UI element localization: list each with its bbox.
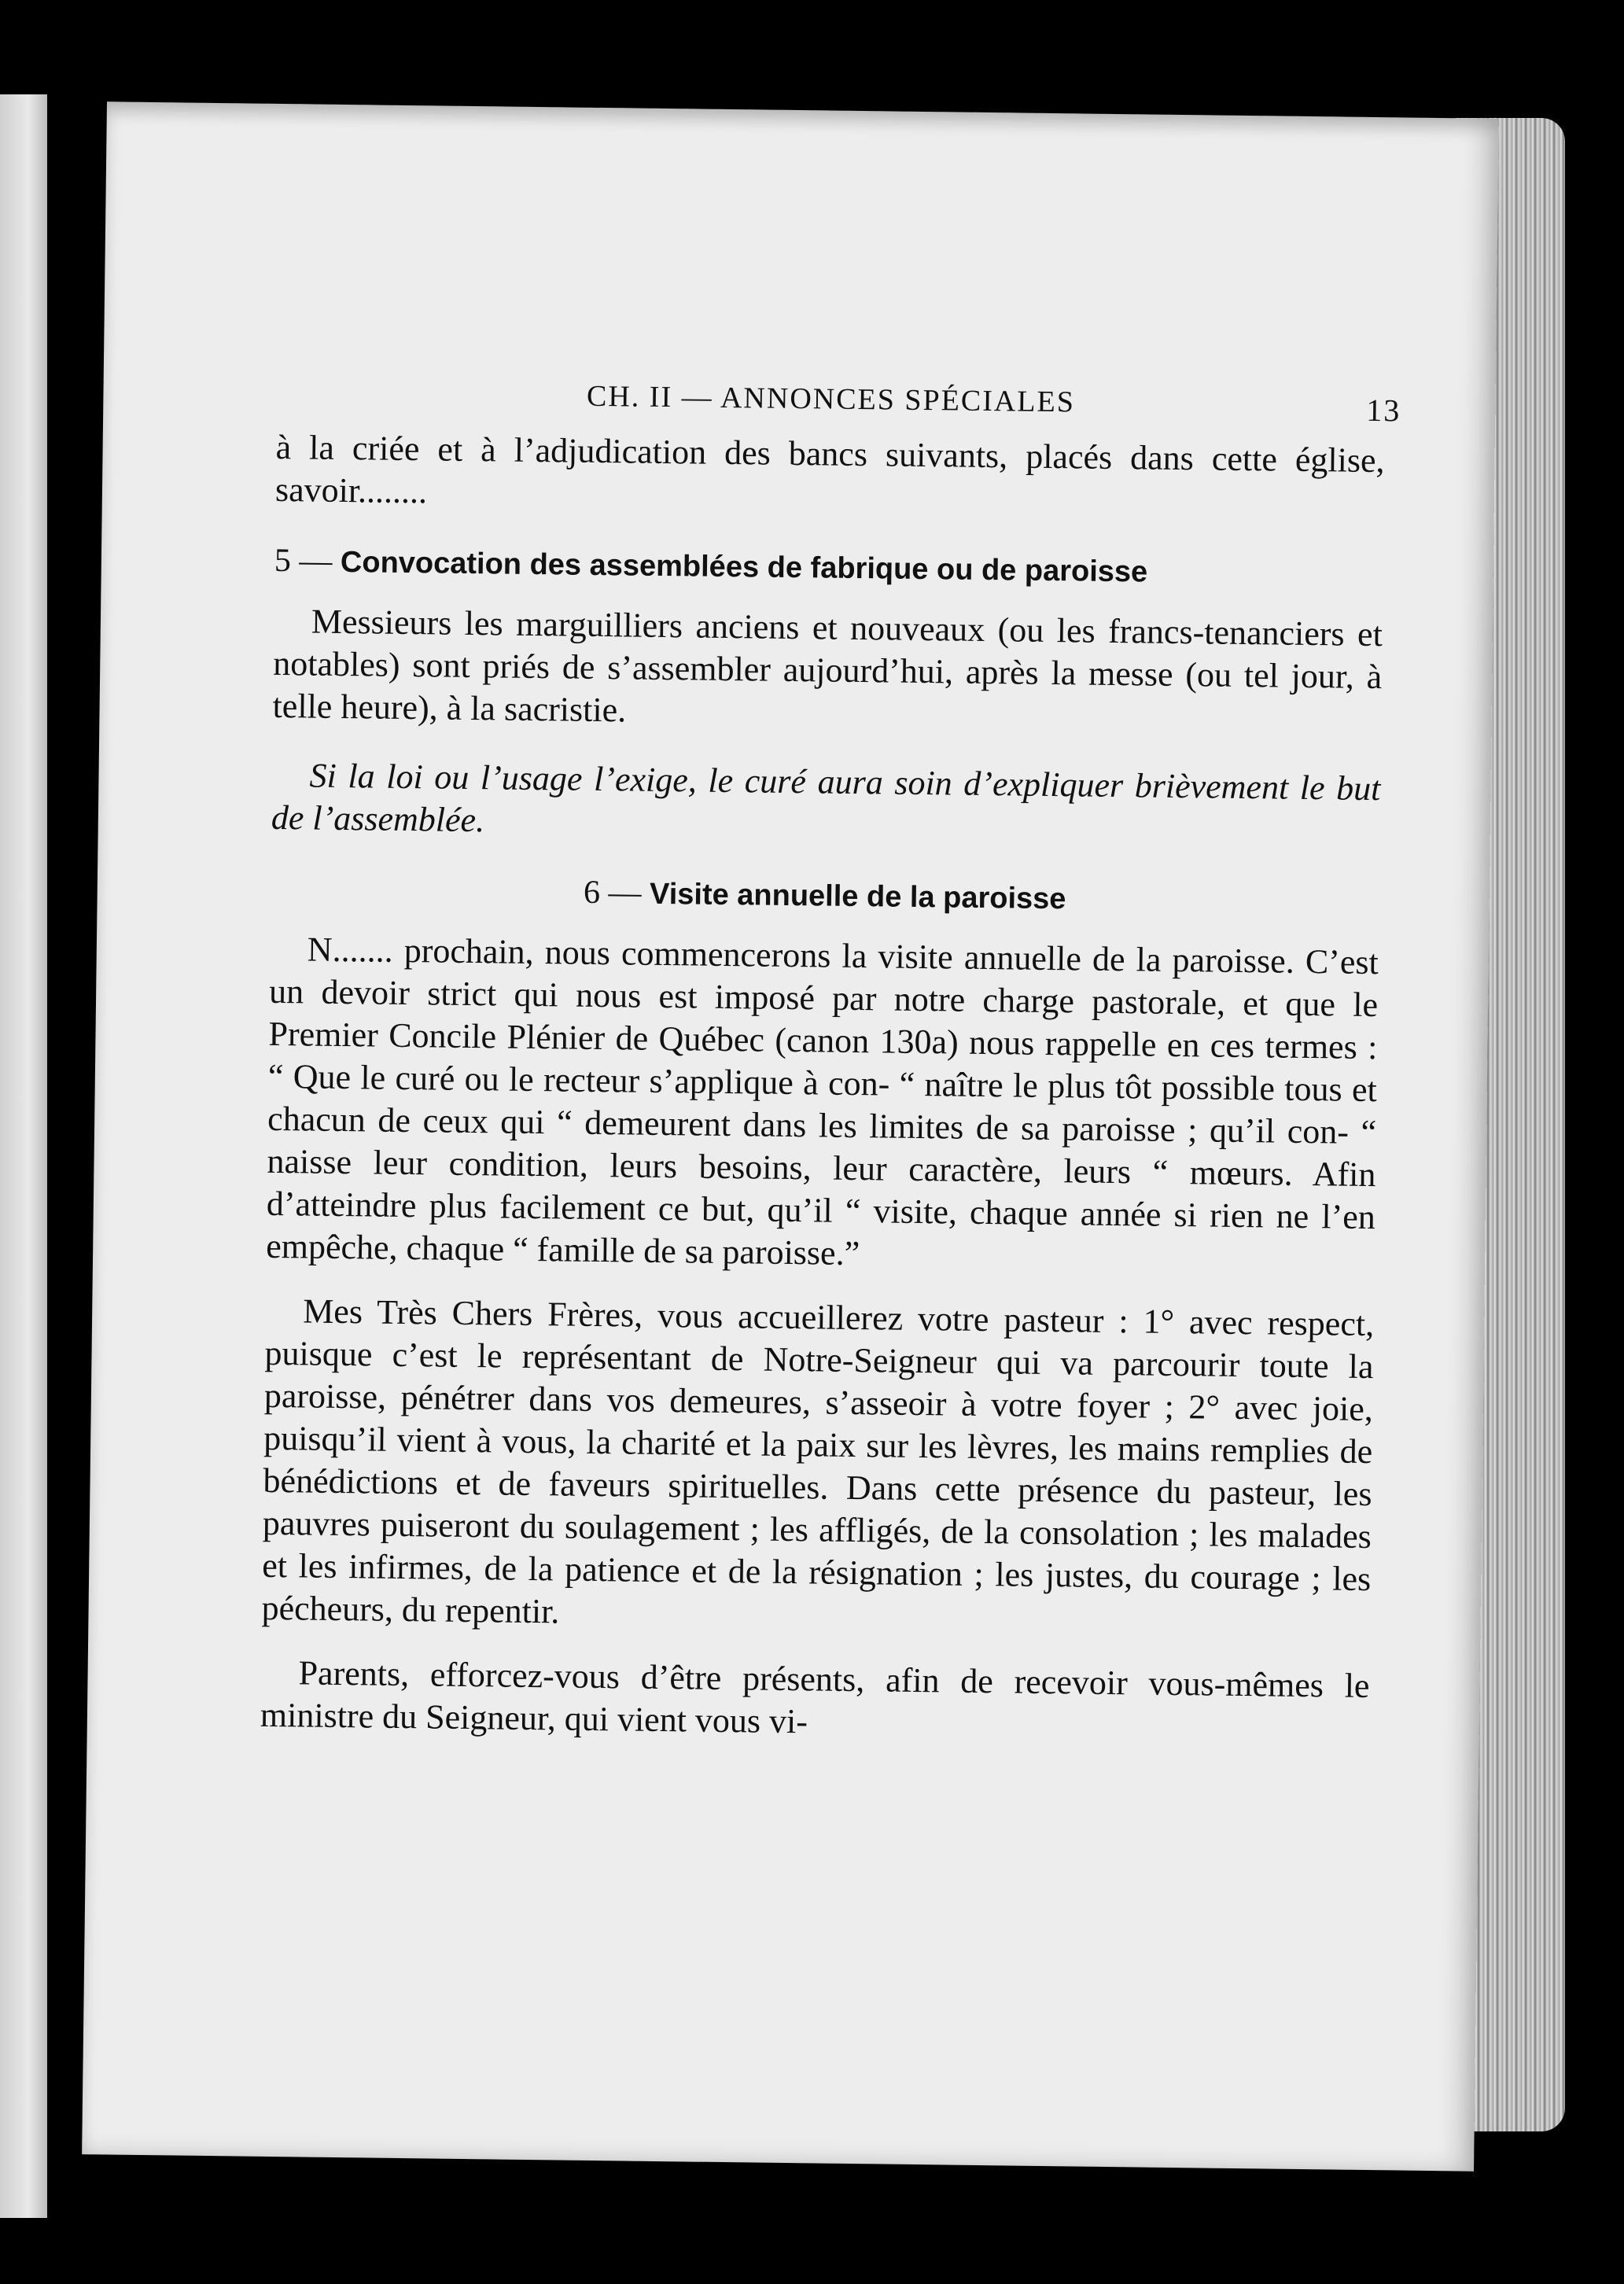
facing-page-edge [0,94,47,2218]
continuation-paragraph: à la criée et à l’adjudication des bancs suivants, placés dans cette église, savoir........ [274,427,1385,511]
page-text-block [260,371,1401,1750]
section-6-paragraph-1: N....... prochain, nous commencerons la visite annuelle de la paroisse. C’est un devoir strict qui nous est imposé par notre charge pastorale, et que le Premier Concile Plénier de Québec (canon 130a) nous rappelle en ces termes : “ Que le curé ou le recteur s’applique à con- “ naître le plus tôt possible tous et chacun de ceux qui “ demeurent dans les limites de sa paroisse ; qu’il con- “ naisse leur condition, leurs besoins, leur caractère, leurs “ mœurs. Afin d’atteindre plus facilement ce but, qu’il “ visite, chaque année si rien ne l’en empêche, chaque “ famille de sa paroisse.” [265,930,1379,1273]
section-6-paragraph-2: Mes Très Chers Frères, vous accueillerez votre pasteur : 1° avec respect, puisque c’est le représentant de Notre-Seigneur qui va parcourir toute la paroisse, pénétrer dans vos demeures, s’asseoir à votre foyer ; 2° avec joie, puisqu’il vient à vous, la charité et la paix sur les lèvres, les mains remplies de bénédictions et de faveurs spirituelles. Dans cette présence du pasteur, les pauvres puiseront du soulagement ; les affligés, de la consolation ; les malades et les infirmes, de la patience et de la résignation ; les justes, du courage ; les pécheurs, du repentir. [261,1291,1375,1631]
running-title: CH. II — ANNONCES SPÉCIALES [586,379,1076,419]
section-6-title: Visite annuelle de la paroisse [649,877,1066,916]
section-5-paragraph: Messieurs les marguilliers anciens et nouveaux (ou les francs-tenanciers et notables) sont priés de s’assembler aujourd’hui, après la messe (ou tel jour, à telle heure), à la sacristie. [272,602,1383,730]
section-5-note: Si la loi ou l’usage l’exige, le curé aura soin d’expliquer brièvement le but de l’assemblée. [271,756,1381,840]
section-6-heading [270,868,1379,924]
page-number: 13 [1366,392,1401,429]
section-6-paragraph-3: Parents, efforcez-vous d’être présents, afin de recevoir vous-mêmes le ministre du Seigneur, qui vient vous vi- [260,1653,1370,1741]
book-page [82,101,1499,2171]
section-6-number: 6 — [583,874,642,912]
section-5-number: 5 — [274,542,333,580]
section-5-title: Convocation des assemblées de fabrique ou de paroisse [340,545,1148,589]
section-5-heading [274,540,1384,596]
